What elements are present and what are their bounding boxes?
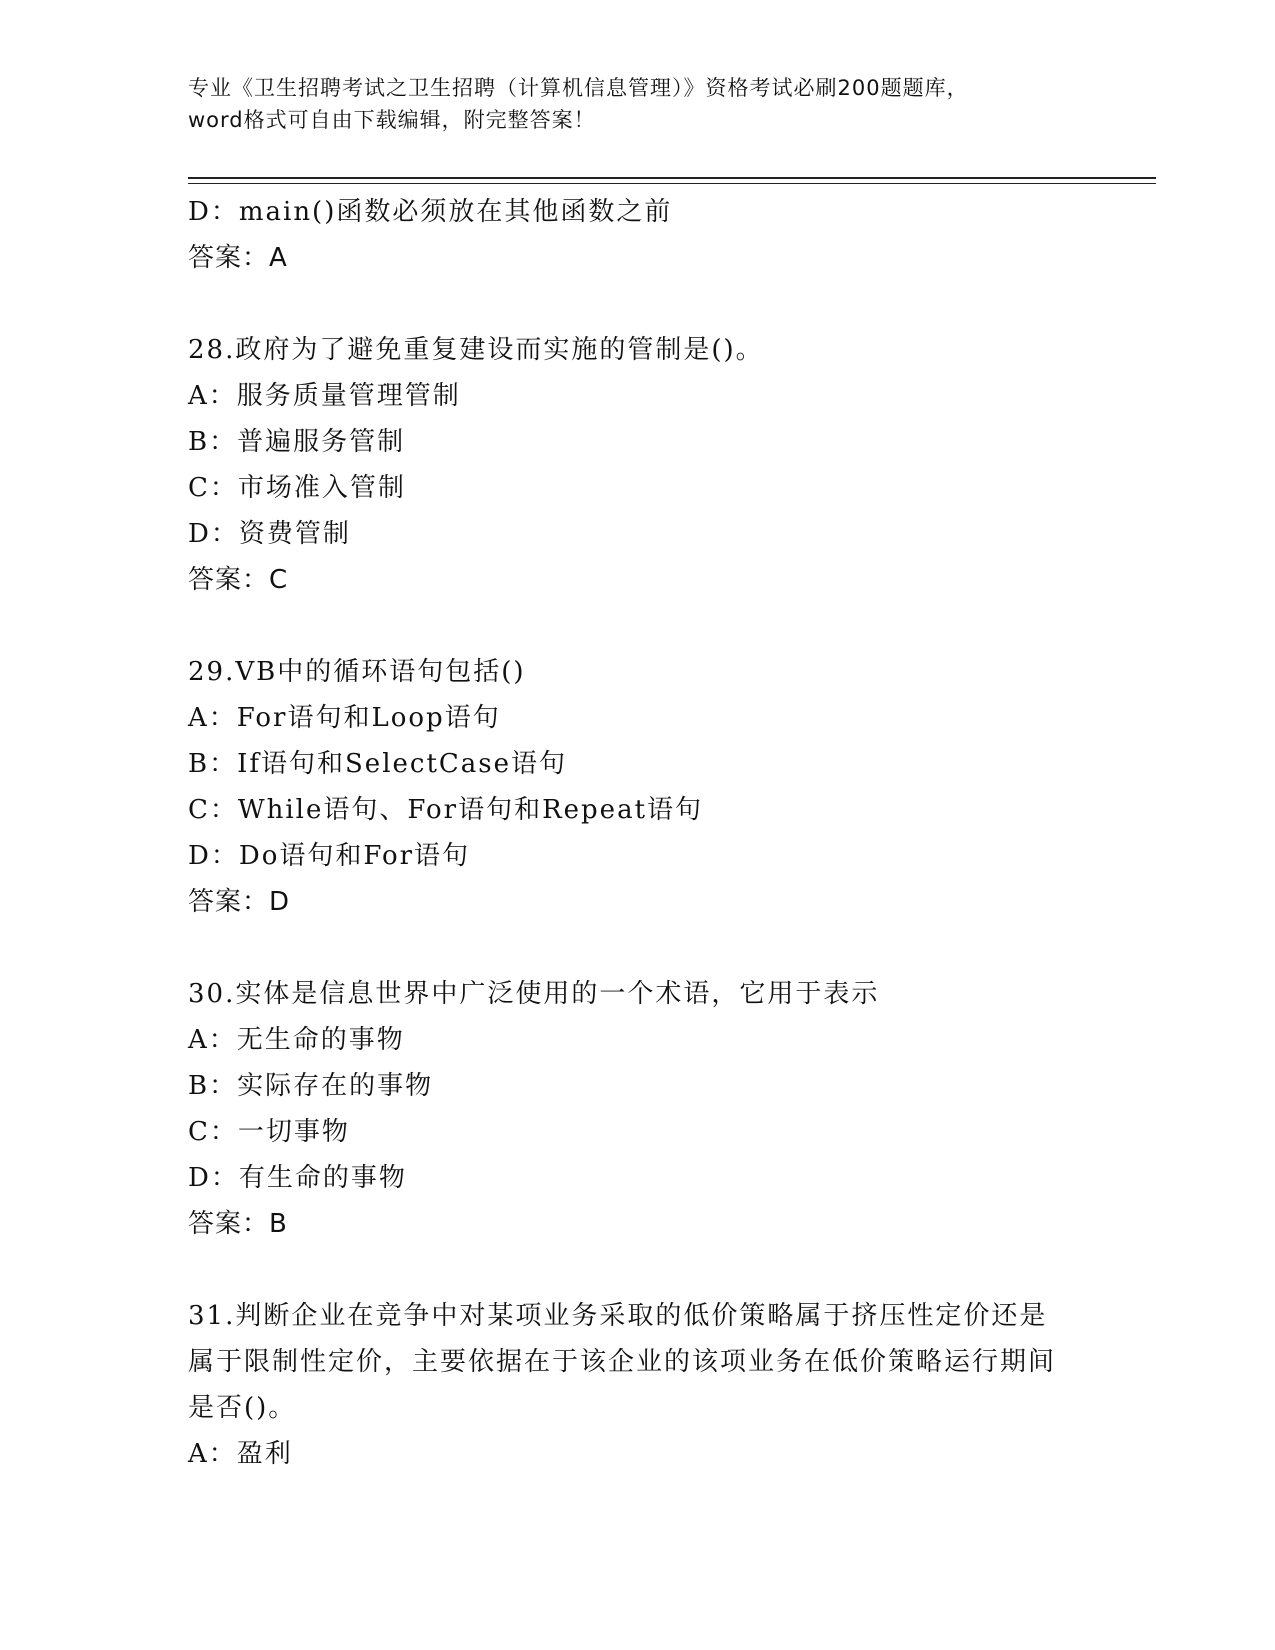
question-29 <box>188 649 1108 925</box>
question-31 <box>188 1293 1108 1477</box>
option-b: B：实际存在的事物 <box>188 1071 434 1101</box>
question-stem: 30.实体是信息世界中广泛使用的一个术语，它用于表示 <box>188 979 880 1009</box>
header-divider-thin <box>188 183 1156 184</box>
option-c: C：一切事物 <box>188 1117 350 1147</box>
spacer <box>188 925 1108 971</box>
option-b: B：普遍服务管制 <box>188 427 406 457</box>
option-a: A：盈利 <box>188 1439 293 1469</box>
option-a: A：无生命的事物 <box>188 1025 405 1055</box>
question-30 <box>188 971 1108 1247</box>
document-header <box>188 72 1088 136</box>
question-stem: 31.判断企业在竞争中对某项业务采取的低价策略属于挤压性定价还是属于限制性定价，主要依据在于该企业的该项业务在低价策略运行期间是否()。 <box>188 1301 1057 1423</box>
answer-line: 答案：D <box>188 887 291 917</box>
spacer <box>188 281 1108 327</box>
question-stem: 29.VB中的循环语句包括() <box>188 657 526 687</box>
question-list <box>188 189 1108 1477</box>
question-stem: 28.政府为了避免重复建设而实施的管制是()。 <box>188 335 764 365</box>
header-title-line-2: word格式可自由下载编辑，附完整答案！ <box>188 108 596 132</box>
option-b: B：If语句和SelectCase语句 <box>188 749 568 779</box>
option-d: D：有生命的事物 <box>188 1163 407 1193</box>
answer-line: 答案：B <box>188 1209 288 1239</box>
header-title-line-1: 专业《卫生招聘考试之卫生招聘（计算机信息管理）》资格考试必刷200题题库， <box>188 76 969 100</box>
question-28 <box>188 327 1108 603</box>
answer-line: 答案：A <box>188 243 288 273</box>
answer-line: 答案：C <box>188 565 289 595</box>
option-d: D：main()函数必须放在其他函数之前 <box>188 197 673 227</box>
option-a: A：服务质量管理管制 <box>188 381 461 411</box>
option-a: A：For语句和Loop语句 <box>188 703 501 733</box>
header-divider-thick <box>188 177 1156 179</box>
question-27-tail <box>188 189 1108 281</box>
spacer <box>188 603 1108 649</box>
spacer <box>188 1247 1108 1293</box>
option-c: C：While语句、For语句和Repeat语句 <box>188 795 704 825</box>
option-c: C：市场准入管制 <box>188 473 406 503</box>
option-d: D：Do语句和For语句 <box>188 841 471 871</box>
option-d: D：资费管制 <box>188 519 351 549</box>
